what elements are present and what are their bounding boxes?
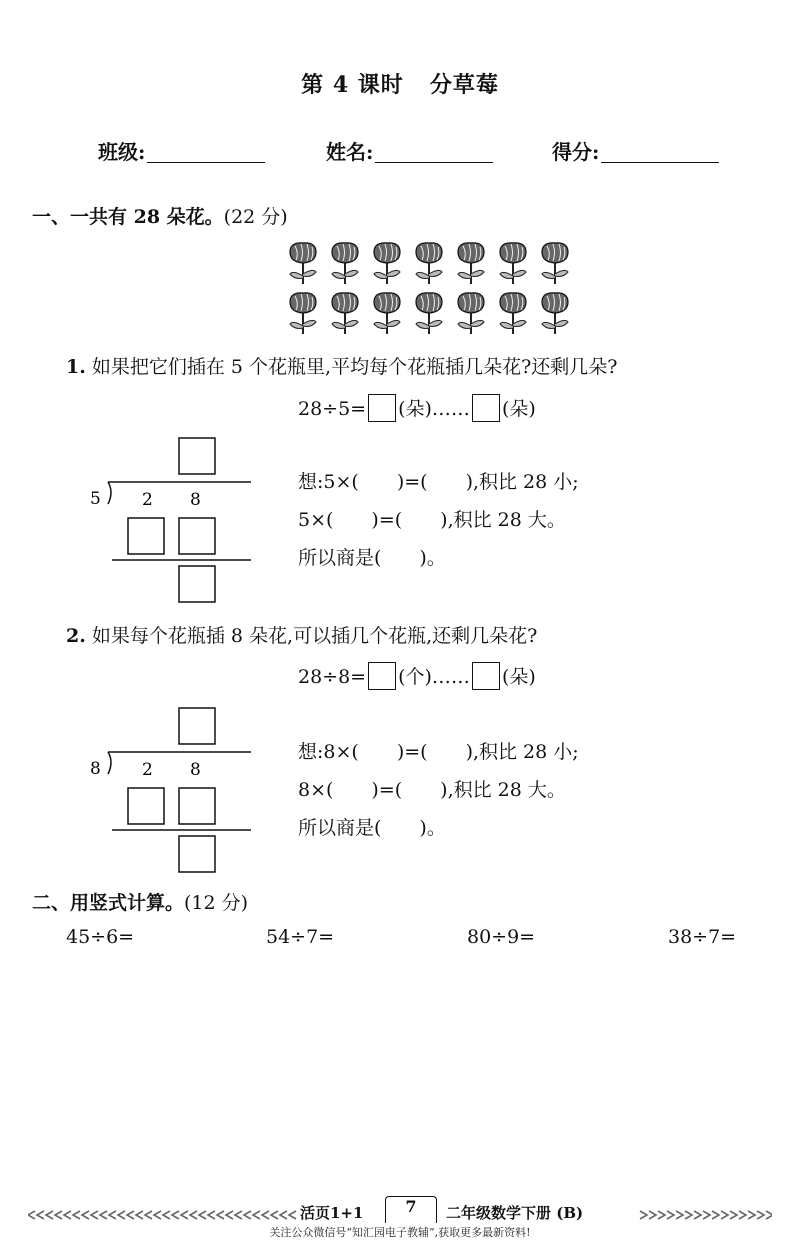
flower-icon bbox=[538, 240, 572, 284]
question-2 bbox=[66, 621, 537, 648]
q2-hint-2: 8×( )=( ),积比 28 大。 bbox=[298, 779, 566, 801]
q2-hints bbox=[298, 733, 579, 847]
arrow-left-icon bbox=[55, 1211, 62, 1219]
q1-hint-3: 所以商是( )。 bbox=[298, 547, 446, 569]
flower-icon bbox=[286, 290, 320, 334]
q2-ld-product-box-2[interactable] bbox=[179, 788, 215, 824]
q2-quotient-box[interactable] bbox=[368, 662, 396, 690]
arrow-left-icon bbox=[127, 1211, 134, 1219]
q2-ld-remainder-box[interactable] bbox=[179, 836, 215, 872]
page-title bbox=[0, 68, 800, 99]
lesson-topic: 分草莓 bbox=[429, 72, 499, 98]
q1-dividend-digit-2: 8 bbox=[190, 490, 201, 510]
q2-dividend-digit-1: 2 bbox=[142, 760, 153, 780]
arrow-left-icon bbox=[289, 1211, 296, 1219]
flower-icon bbox=[370, 290, 404, 334]
q2-long-division bbox=[86, 704, 266, 884]
section2-points: (12 分) bbox=[184, 892, 249, 914]
calc-problem: 54÷7= bbox=[266, 926, 335, 948]
arrow-left-icon bbox=[163, 1211, 170, 1219]
arrow-right-icon bbox=[703, 1211, 710, 1219]
calc-problem: 80÷9= bbox=[467, 926, 536, 948]
arrow-left-icon bbox=[64, 1211, 71, 1219]
arrow-left-icon bbox=[280, 1211, 287, 1219]
arrow-left-icon bbox=[262, 1211, 269, 1219]
score-field bbox=[552, 136, 719, 165]
q2-ld-quotient-box[interactable] bbox=[179, 708, 215, 744]
arrow-left-icon bbox=[109, 1211, 116, 1219]
class-blank[interactable] bbox=[147, 142, 265, 163]
flower-icon bbox=[496, 240, 530, 284]
section1-heading bbox=[32, 202, 288, 229]
arrow-right-icon bbox=[649, 1211, 656, 1219]
flower-illustration bbox=[286, 240, 586, 340]
question-1-number: 1. bbox=[66, 356, 86, 378]
q1-long-division bbox=[86, 434, 266, 614]
arrow-left-icon bbox=[46, 1211, 53, 1219]
arrow-right-icon bbox=[721, 1211, 728, 1219]
arrow-left-icon bbox=[145, 1211, 152, 1219]
arrow-left-icon bbox=[271, 1211, 278, 1219]
q1-quotient-box[interactable] bbox=[368, 394, 396, 422]
q2-eq-unit1: (个)…… bbox=[398, 666, 470, 688]
arrow-left-icon bbox=[244, 1211, 251, 1219]
footer-book-title bbox=[446, 1202, 583, 1223]
section2-title: 二、用竖式计算。 bbox=[32, 892, 185, 914]
arrow-right-icon bbox=[730, 1211, 737, 1219]
footer-right-arrows bbox=[640, 1211, 772, 1219]
flower-row bbox=[286, 290, 586, 334]
score-blank[interactable] bbox=[601, 142, 719, 163]
question-1-equation bbox=[298, 394, 536, 422]
arrow-right-icon bbox=[685, 1211, 692, 1219]
arrow-right-icon bbox=[748, 1211, 755, 1219]
arrow-left-icon bbox=[28, 1211, 35, 1219]
name-blank[interactable] bbox=[375, 142, 493, 163]
arrow-left-icon bbox=[100, 1211, 107, 1219]
arrow-left-icon bbox=[208, 1211, 215, 1219]
q2-remainder-box[interactable] bbox=[472, 662, 500, 690]
q1-eq-unit2: (朵) bbox=[501, 398, 536, 420]
arrow-left-icon bbox=[217, 1211, 224, 1219]
question-2-number: 2. bbox=[66, 625, 86, 647]
calc-problem: 45÷6= bbox=[66, 926, 135, 948]
class-label: 班级: bbox=[98, 140, 146, 164]
q1-eq-unit1: (朵)…… bbox=[398, 398, 470, 420]
q2-divisor: 8 bbox=[90, 759, 101, 779]
flower-icon bbox=[412, 240, 446, 284]
q2-ld-product-box-1[interactable] bbox=[128, 788, 164, 824]
q1-ld-quotient-box[interactable] bbox=[179, 438, 215, 474]
question-1-text: 如果把它们插在 5 个花瓶里,平均每个花瓶插几朵花?还剩几朵? bbox=[91, 356, 618, 378]
flower-icon bbox=[454, 240, 488, 284]
q2-hint-3: 所以商是( )。 bbox=[298, 817, 446, 839]
name-field bbox=[326, 136, 493, 165]
flower-icon bbox=[538, 290, 572, 334]
calc-problem: 38÷7= bbox=[668, 926, 737, 948]
arrow-left-icon bbox=[91, 1211, 98, 1219]
q2-eq-left: 28÷8= bbox=[298, 666, 367, 688]
arrow-right-icon bbox=[667, 1211, 674, 1219]
arrow-right-icon bbox=[739, 1211, 746, 1219]
question-2-text: 如果每个花瓶插 8 朵花,可以插几个花瓶,还剩几朵花? bbox=[91, 625, 538, 647]
name-label: 姓名: bbox=[326, 140, 374, 164]
section1-points: (22 分) bbox=[223, 206, 288, 228]
arrow-left-icon bbox=[199, 1211, 206, 1219]
footer-left-arrows bbox=[28, 1211, 296, 1219]
arrow-right-icon bbox=[676, 1211, 683, 1219]
arrow-left-icon bbox=[190, 1211, 197, 1219]
arrow-left-icon bbox=[136, 1211, 143, 1219]
arrow-right-icon bbox=[694, 1211, 701, 1219]
section1-title: 一、一共有 28 朵花。 bbox=[32, 206, 224, 228]
footer-brand: 活页1+1 bbox=[300, 1204, 364, 1222]
q2-eq-unit2: (朵) bbox=[501, 666, 536, 688]
flower-row bbox=[286, 240, 586, 284]
arrow-left-icon bbox=[73, 1211, 80, 1219]
arrow-right-icon bbox=[658, 1211, 665, 1219]
q1-divisor: 5 bbox=[90, 489, 101, 509]
arrow-left-icon bbox=[235, 1211, 242, 1219]
q1-remainder-box[interactable] bbox=[472, 394, 500, 422]
flower-icon bbox=[286, 240, 320, 284]
q2-division-bracket bbox=[108, 752, 111, 774]
q1-dividend-digit-1: 2 bbox=[142, 490, 153, 510]
footer-book-name: 二年级数学下册 bbox=[446, 1204, 552, 1222]
arrow-left-icon bbox=[118, 1211, 125, 1219]
arrow-left-icon bbox=[154, 1211, 161, 1219]
question-2-equation bbox=[298, 662, 536, 690]
footer-edition: (B) bbox=[556, 1204, 584, 1222]
q1-hints bbox=[298, 463, 579, 577]
q1-eq-left: 28÷5= bbox=[298, 398, 367, 420]
q1-hint-2: 5×( )=( ),积比 28 大。 bbox=[298, 509, 566, 531]
flower-icon bbox=[328, 290, 362, 334]
flower-icon bbox=[370, 240, 404, 284]
arrow-right-icon bbox=[757, 1211, 764, 1219]
footer-note: 关注公众微信号“知汇园电子教辅”,获取更多最新资料! bbox=[269, 1226, 531, 1239]
flower-icon bbox=[496, 290, 530, 334]
arrow-left-icon bbox=[37, 1211, 44, 1219]
arrow-left-icon bbox=[253, 1211, 260, 1219]
q1-ld-product-box-2[interactable] bbox=[179, 518, 215, 554]
arrow-left-icon bbox=[82, 1211, 89, 1219]
arrow-right-icon bbox=[640, 1211, 647, 1219]
question-1 bbox=[66, 352, 617, 379]
flower-icon bbox=[328, 240, 362, 284]
arrow-left-icon bbox=[181, 1211, 188, 1219]
lesson-number: 第 4 课时 bbox=[301, 72, 404, 98]
q1-ld-product-box-1[interactable] bbox=[128, 518, 164, 554]
arrow-right-icon bbox=[766, 1211, 772, 1219]
score-label: 得分: bbox=[552, 140, 600, 164]
q2-hint-1: 想:8×( )=( ),积比 28 小; bbox=[298, 741, 579, 763]
section2-heading bbox=[32, 888, 248, 915]
q1-division-bracket bbox=[108, 482, 111, 504]
q2-dividend-digit-2: 8 bbox=[190, 760, 201, 780]
footer-page-number: 7 bbox=[385, 1196, 437, 1223]
q1-ld-remainder-box[interactable] bbox=[179, 566, 215, 602]
q1-hint-1: 想:5×( )=( ),积比 28 小; bbox=[298, 471, 579, 493]
flower-icon bbox=[454, 290, 488, 334]
class-field bbox=[98, 136, 265, 165]
arrow-left-icon bbox=[226, 1211, 233, 1219]
flower-icon bbox=[412, 290, 446, 334]
arrow-right-icon bbox=[712, 1211, 719, 1219]
arrow-left-icon bbox=[172, 1211, 179, 1219]
